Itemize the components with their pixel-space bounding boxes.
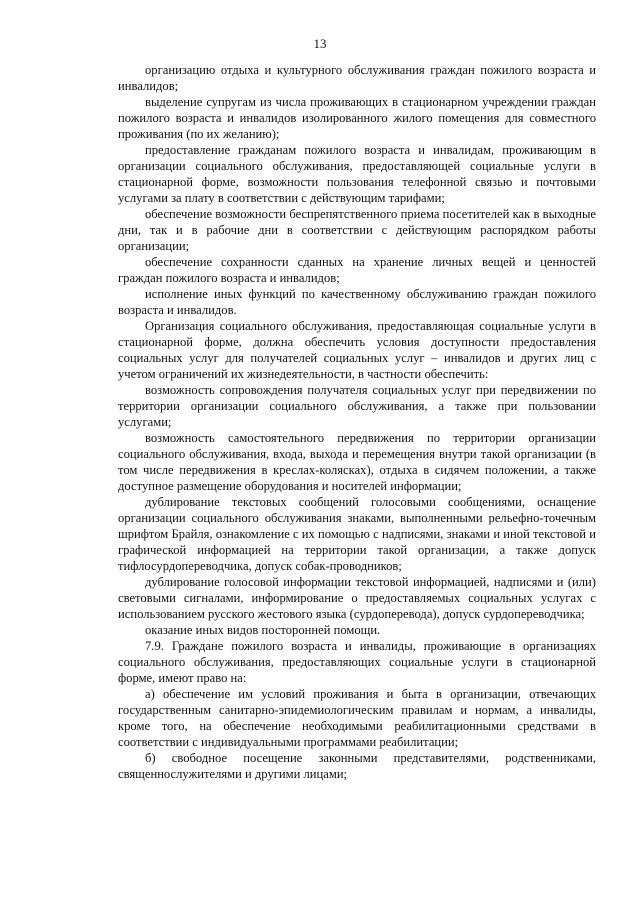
paragraph: оказание иных видов посторонней помощи.: [145, 623, 381, 637]
paragraph: дублирование голосовой информации текстовой информацией, надписями и (или) световыми сигналами, информирование о предоставляемых социальных услугах с использованием русского жестового языка (сурдоперевода), допуск сурдопереводчика;: [118, 575, 596, 621]
paragraph: дублирование текстовых сообщений голосовыми сообщениями, оснащение организации социального обслуживания знаками, выполненными рельефно-точечным шрифтом Брайля, ознакомление с их помощью с надписями, знаками и иной текстовой и графической информацией на территории такой организации, а также допуск тифлосурдопереводчика, допуск собак-проводников;: [118, 495, 596, 573]
paragraph: исполнение иных функций по качественному обслуживанию граждан пожилого возраста и инвалидов.: [118, 287, 596, 317]
paragraph: обеспечение возможности беспрепятственного приема посетителей как в выходные дни, так и в рабочие дни в соответствии с действующим распорядком работы организации;: [118, 207, 596, 253]
paragraph: б) свободное посещение законными представителями, родственниками, священнослужителями и другими лицами;: [118, 751, 596, 781]
paragraph: выделение супругам из числа проживающих в стационарном учреждении граждан пожилого возраста и инвалидов изолированного жилого помещения для совместного проживания (по их желанию);: [118, 95, 596, 141]
page-number: 13: [313, 36, 327, 51]
paragraph: Организация социального обслуживания, предоставляющая социальные услуги в стационарной форме, должна обеспечить условия доступности предоставления социальных услуг для получателей социальных услуг – инвалидов и других лиц с учетом ограничений их жизнедеятельности, в частности обеспечить:: [118, 319, 596, 381]
document-body: [118, 62, 596, 782]
paragraph: предоставление гражданам пожилого возраста и инвалидам, проживающим в организации социального обслуживания, предоставляющей социальные услуги в стационарной форме, возможности пользования телефонной связью и почтовыми услугами за плату в соответствии с действующим тарифами;: [118, 143, 596, 205]
paragraph: возможность самостоятельного передвижения по территории организации социального обслуживания, входа, выхода и перемещения внутри такой организации (в том числе передвижения в креслах-колясках), отдыха в сидячем положении, а также доступное размещение оборудования и носителей информации;: [118, 431, 596, 493]
paragraph: 7.9. Граждане пожилого возраста и инвалиды, проживающие в организациях социального обслуживания, предоставляющих социальные услуги в стационарной форме, имеют право на:: [118, 639, 596, 685]
paragraph: организацию отдыха и культурного обслуживания граждан пожилого возраста и инвалидов;: [118, 63, 596, 93]
paragraph: обеспечение сохранности сданных на хранение личных вещей и ценностей граждан пожилого возраста и инвалидов;: [118, 255, 596, 285]
paragraph: возможность сопровождения получателя социальных услуг при передвижении по территории организации социального обслуживания, а также при пользовании услугами;: [118, 383, 596, 429]
paragraph: а) обеспечение им условий проживания и быта в организации, отвечающих государственным санитарно-эпидемиологическим правилам и нормам, а инвалиды, кроме того, на обеспечение необходимыми реабилитационными средствами в соответствии с индивидуальными программами реабилитации;: [118, 687, 596, 749]
